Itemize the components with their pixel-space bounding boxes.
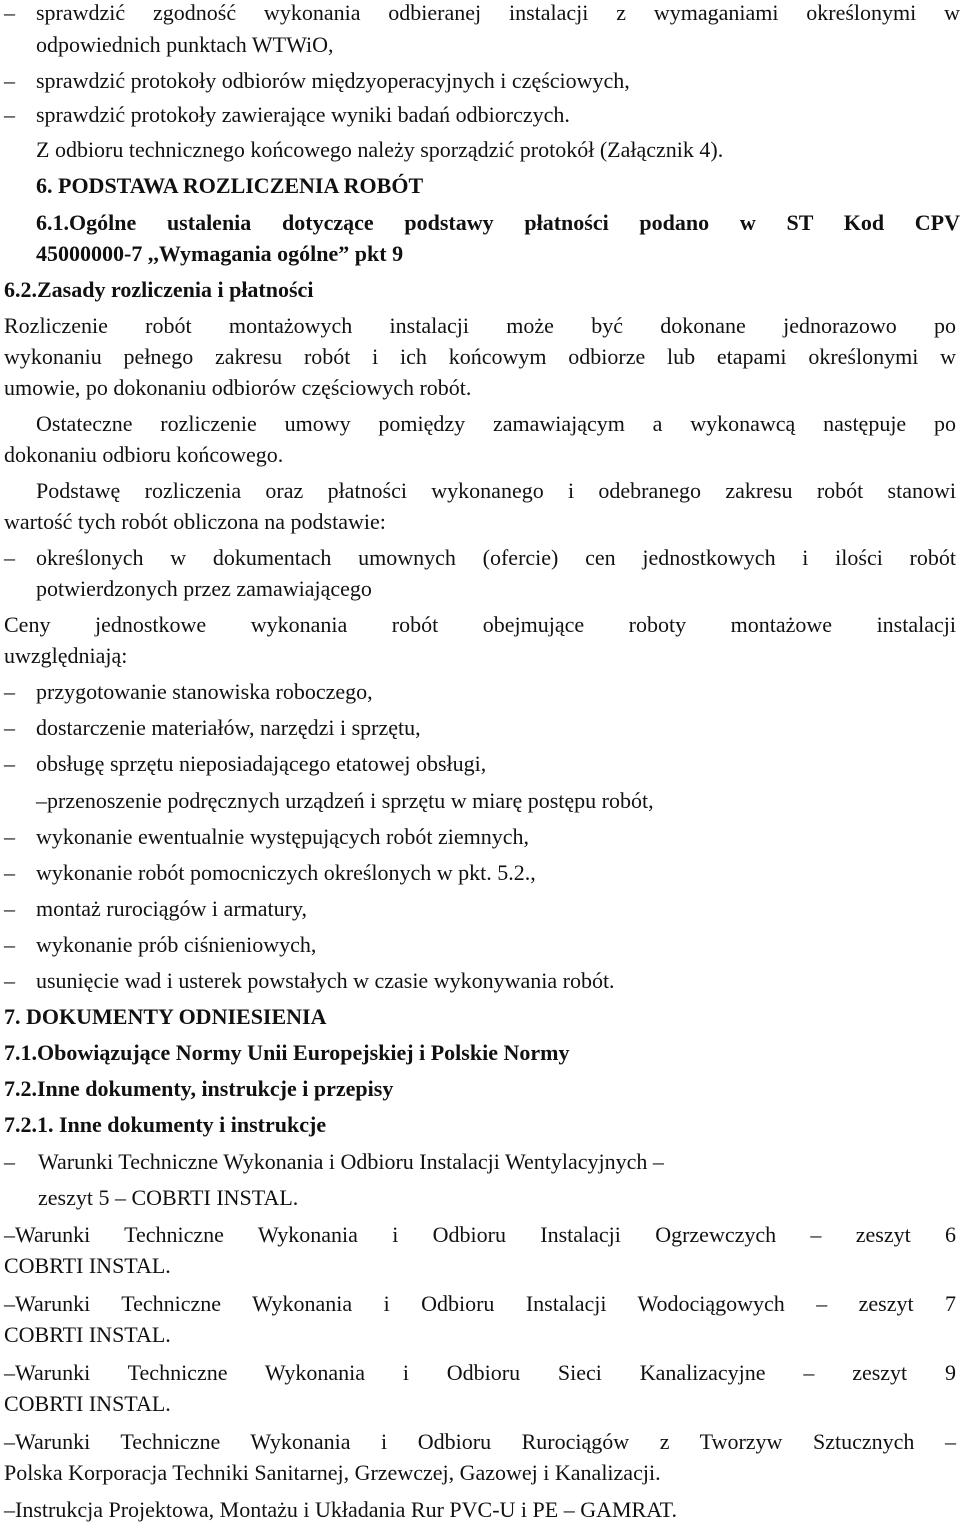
list-item [0, 964, 960, 998]
subsection-heading-cont: 45000000-7 ,,Wymagania ogólne” pkt 9 [36, 241, 404, 266]
list-item-text-cont: zeszyt 5 – COBRTI INSTAL. [38, 1185, 299, 1210]
list-item-text-cont: odpowiednich punktach WTWiO, [36, 32, 334, 57]
bullet-dash: – [4, 715, 15, 740]
list-item [0, 892, 960, 926]
list-item [0, 820, 960, 854]
bullet-dash: – [4, 0, 15, 25]
section-heading: 7. DOKUMENTY ODNIESIENIA [4, 1004, 327, 1029]
list-item-text: sprawdzić protokoły zawierające wyniki badań odbiorczych. [36, 102, 570, 127]
bullet-dash: – [4, 896, 15, 921]
paragraph-line: umowie, po dokonaniu odbiorów częściowych robót. [4, 375, 472, 400]
list-item-text: wykonanie ewentualnie występujących robót ziemnych, [36, 824, 530, 849]
section-heading: 6. PODSTAWA ROZLICZENIA ROBÓT [36, 173, 424, 198]
list-item [0, 0, 960, 30]
list-item-text: określonych w dokumentach umownych (ofercie) cen jednostkowych i ilości robót [36, 545, 956, 570]
bullet-dash: – [4, 968, 15, 993]
list-item: –Warunki Techniczne Wykonania i Odbioru Instalacji Wodociągowych – zeszyt 7 [4, 1291, 956, 1316]
list-item [0, 711, 960, 745]
list-item [0, 1145, 960, 1179]
list-item-text-cont: Polska Korporacja Techniki Sanitarnej, Grzewczej, Gazowej i Kanalizacji. [4, 1460, 661, 1485]
list-item-text-cont: COBRTI INSTAL. [4, 1391, 171, 1416]
bullet-dash: – [4, 1149, 15, 1174]
list-item: –Instrukcja Projektowa, Montażu i Układania Rur PVC-U i PE – GAMRAT. [4, 1497, 677, 1522]
bullet-dash: – [4, 102, 15, 127]
paragraph: Podstawę rozliczenia oraz płatności wykonanego i odebranego zakresu robót stanowi [36, 478, 956, 503]
list-item-text: Warunki Techniczne Wykonania i Odbioru Instalacji Wentylacyjnych – [38, 1149, 664, 1174]
list-item: –Warunki Techniczne Wykonania i Odbioru Sieci Kanalizacyjne – zeszyt 9 [4, 1360, 956, 1385]
list-item [0, 928, 960, 962]
list-item [0, 541, 960, 575]
list-item [0, 98, 960, 132]
list-item: –przenoszenie podręcznych urządzeń i sprzętu w miarę postępu robót, [36, 788, 654, 813]
bullet-dash: – [4, 679, 15, 704]
paragraph: Z odbioru technicznego końcowego należy sporządzić protokół (Załącznik 4). [36, 137, 724, 162]
list-item-text: sprawdzić protokoły odbiorów międzyoperacyjnych i częściowych, [36, 68, 630, 93]
paragraph-line: dokonaniu odbioru końcowego. [4, 442, 284, 467]
list-item [0, 675, 960, 709]
subsection-heading: 6.1.Ogólne ustalenia dotyczące podstawy płatności podano w ST Kod CPV [36, 210, 960, 235]
subsection-heading: 7.2.1. Inne dokumenty i instrukcje [4, 1112, 327, 1137]
paragraph-line: uwzględniają: [4, 643, 128, 668]
subsection-heading: 7.2.Inne dokumenty, instrukcje i przepisy [4, 1076, 394, 1101]
subsection-heading: 7.1.Obowiązujące Normy Unii Europejskiej i Polskie Normy [4, 1040, 570, 1065]
list-item: –Warunki Techniczne Wykonania i Odbioru Instalacji Ogrzewczych – zeszyt 6 [4, 1222, 956, 1247]
paragraph: Ceny jednostkowe wykonania robót obejmujące roboty montażowe instalacji [4, 612, 956, 637]
bullet-dash: – [4, 932, 15, 957]
bullet-dash: – [4, 860, 15, 885]
paragraph-line: wartość tych robót obliczona na podstawie: [4, 509, 386, 534]
paragraph-line: wykonaniu pełnego zakresu robót i ich końcowym odbiorze lub etapami określonymi w [4, 344, 956, 369]
list-item [0, 856, 960, 890]
list-item-text: usunięcie wad i usterek powstałych w czasie wykonywania robót. [36, 968, 615, 993]
list-item-text-cont: COBRTI INSTAL. [4, 1322, 171, 1347]
bullet-dash: – [4, 751, 15, 776]
list-item-text: sprawdzić zgodność wykonania odbieranej instalacji z wymaganiami określonymi w [36, 0, 960, 25]
list-item-text: wykonanie robót pomocniczych określonych w pkt. 5.2., [36, 860, 536, 885]
list-item-text: wykonanie prób ciśnieniowych, [36, 932, 317, 957]
bullet-dash: – [4, 68, 15, 93]
list-item-text: przygotowanie stanowiska roboczego, [36, 679, 373, 704]
list-item: –Warunki Techniczne Wykonania i Odbioru Rurociągów z Tworzyw Sztucznych – [4, 1429, 956, 1454]
list-item [0, 747, 960, 781]
bullet-dash: – [4, 824, 15, 849]
subsection-heading: 6.2.Zasady rozliczenia i płatności [4, 277, 314, 302]
list-item-text: obsługę sprzętu nieposiadającego etatowej obsługi, [36, 751, 487, 776]
list-item-text: dostarczenie materiałów, narzędzi i sprzętu, [36, 715, 421, 740]
list-item-text-cont: COBRTI INSTAL. [4, 1253, 171, 1278]
paragraph: Rozliczenie robót montażowych instalacji może być dokonane jednorazowo po [4, 313, 956, 338]
list-item-text-cont: potwierdzonych przez zamawiającego [36, 576, 372, 601]
list-item [0, 64, 960, 98]
bullet-dash: – [4, 545, 15, 570]
list-item-text: montaż rurociągów i armatury, [36, 896, 308, 921]
paragraph: Ostateczne rozliczenie umowy pomiędzy zamawiającym a wykonawcą następuje po [36, 411, 956, 436]
